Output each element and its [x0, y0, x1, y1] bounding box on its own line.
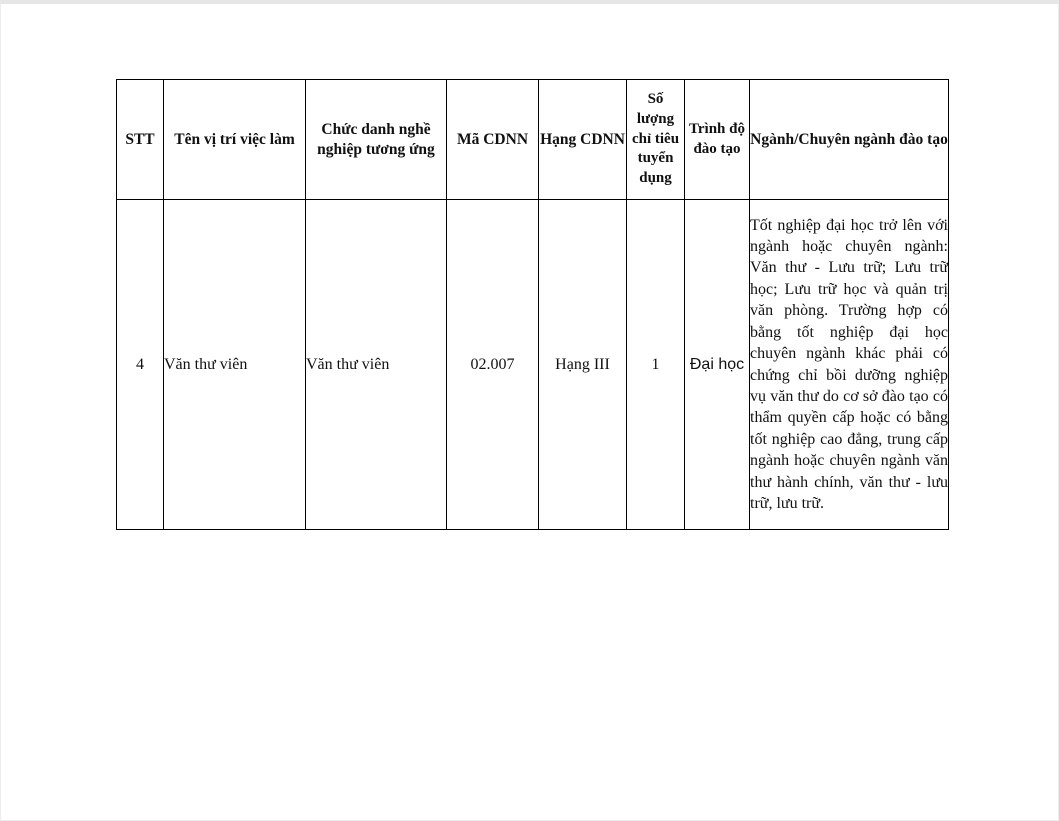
cell-stt: 4 [117, 200, 164, 530]
table-row [117, 200, 949, 530]
cell-level: Đại học [685, 200, 750, 530]
cell-rank: Hạng III [539, 200, 627, 530]
header-stt: STT [117, 80, 164, 200]
header-quota: Số lượng chỉ tiêu tuyển dụng [627, 80, 685, 200]
cell-position: Văn thư viên [164, 200, 306, 530]
cell-quota: 1 [627, 200, 685, 530]
header-rank: Hạng CDNN [539, 80, 627, 200]
header-position: Tên vị trí việc làm [164, 80, 306, 200]
header-code: Mã CDNN [447, 80, 539, 200]
major-text: Tốt nghiệp đại học trở lên với ngành hoặc chuyên ngành: Văn thư - Lưu trữ; Lưu trữ học; Lưu trữ học và quản trị văn phòng. Trường hợp có bằng tốt nghiệp đại học chuyên ngành khác phải có chứng chỉ bồi dưỡng nghiệp vụ văn thư do cơ sở đào tạo có thẩm quyền cấp hoặc có bằng tốt nghiệp cao đẳng, trung cấp ngành hoặc chuyên ngành văn thư hành chính, văn thư - lưu trữ, lưu trữ. [750, 216, 948, 512]
recruitment-table [116, 79, 949, 530]
table-header-row [117, 80, 949, 200]
cell-job-title: Văn thư viên [306, 200, 447, 530]
cell-major [750, 200, 949, 530]
header-job-title: Chức danh nghề nghiệp tương ứng [306, 80, 447, 200]
cell-code: 02.007 [447, 200, 539, 530]
header-major: Ngành/Chuyên ngành đào tạo [750, 80, 949, 200]
header-level: Trình độ đào tạo [685, 80, 750, 200]
